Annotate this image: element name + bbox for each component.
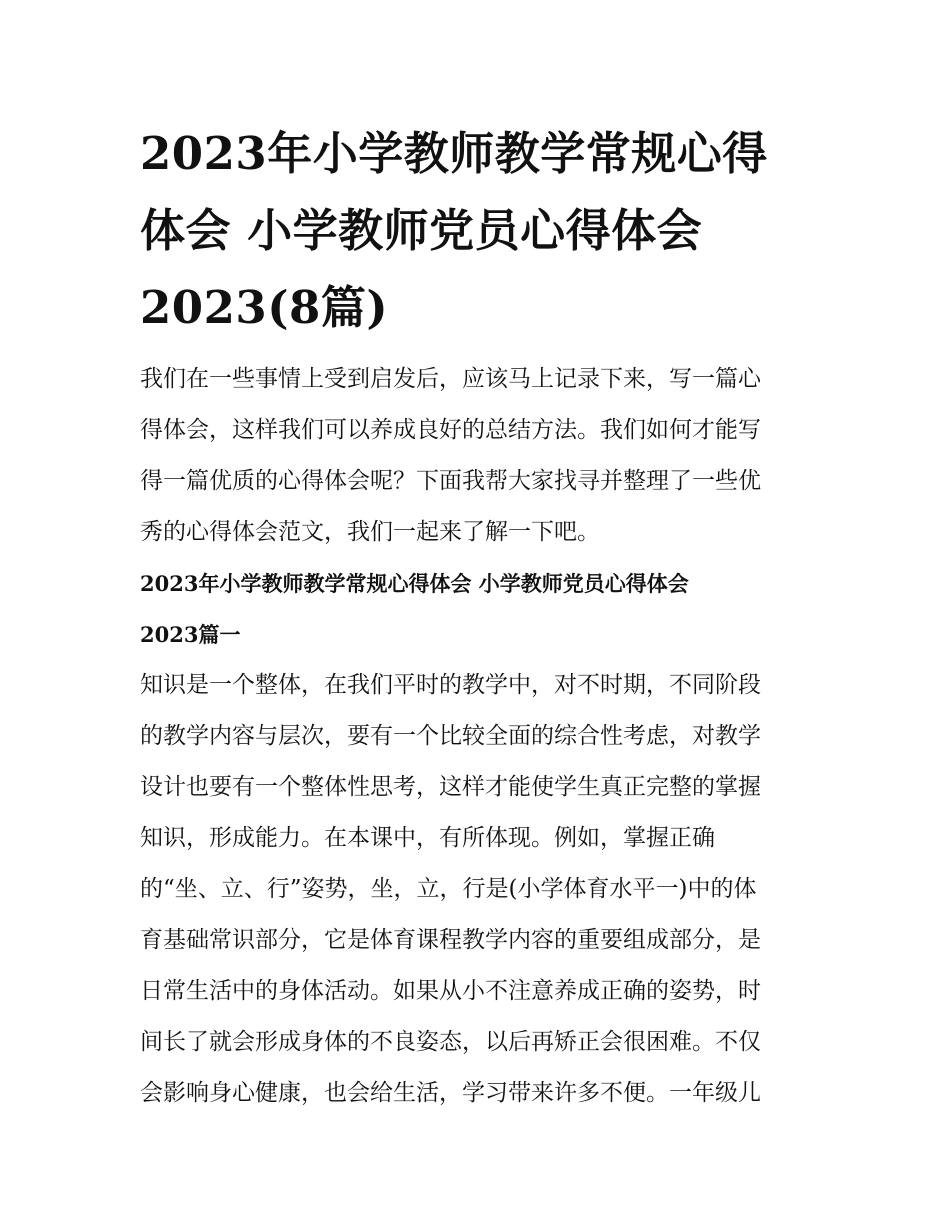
intro-paragraph: [140, 354, 820, 558]
section-heading-line: 2023年小学教师教学常规心得体会 小学教师党员心得体会: [140, 571, 689, 596]
intro-line: 秀的心得体会范文，我们一起来了解一下吧。: [140, 519, 600, 545]
title-line-1: 2023年小学教师教学常规心得: [140, 127, 768, 180]
body-line: 设计也要有一个整体性思考，这样才能使学生真正完整的掌握: [140, 774, 761, 800]
body-line: 的教学内容与层次，要有一个比较全面的综合性考虑，对教学: [140, 723, 761, 749]
body-line: 知识是一个整体，在我们平时的教学中，对不时期，不同阶段: [140, 672, 761, 698]
body-line: 知识，形成能力。在本课中，有所体现。例如，掌握正确: [140, 825, 715, 851]
section-heading-line: 2023篇一: [140, 622, 241, 647]
intro-line: 得一篇优质的心得体会呢？下面我帮大家找寻并整理了一些优: [140, 468, 761, 494]
title-line-3: 2023(8篇): [140, 281, 389, 334]
title-line-2: 体会 小学教师党员心得体会: [140, 204, 703, 257]
intro-line: 得体会，这样我们可以养成良好的总结方法。我们如何才能写: [140, 417, 761, 443]
body-line: 间长了就会形成身体的不良姿态，以后再矫正会很困难。不仅: [140, 1029, 761, 1055]
body-line: 日常生活中的身体活动。如果从小不注意养成正确的姿势，时: [140, 978, 761, 1004]
document-page: [140, 115, 820, 1119]
intro-line: 我们在一些事情上受到启发后，应该马上记录下来，写一篇心: [140, 366, 761, 392]
body-line: 的“坐、立、行”姿势，坐，立，行是(小学体育水平一)中的体: [140, 876, 757, 902]
document-title: [140, 115, 820, 346]
body-paragraph: [140, 660, 820, 1119]
section-heading: [140, 558, 820, 660]
body-line: 会影响身心健康，也会给生活，学习带来许多不便。一年级儿: [140, 1080, 761, 1106]
body-line: 育基础常识部分，它是体育课程教学内容的重要组成部分，是: [140, 927, 761, 953]
